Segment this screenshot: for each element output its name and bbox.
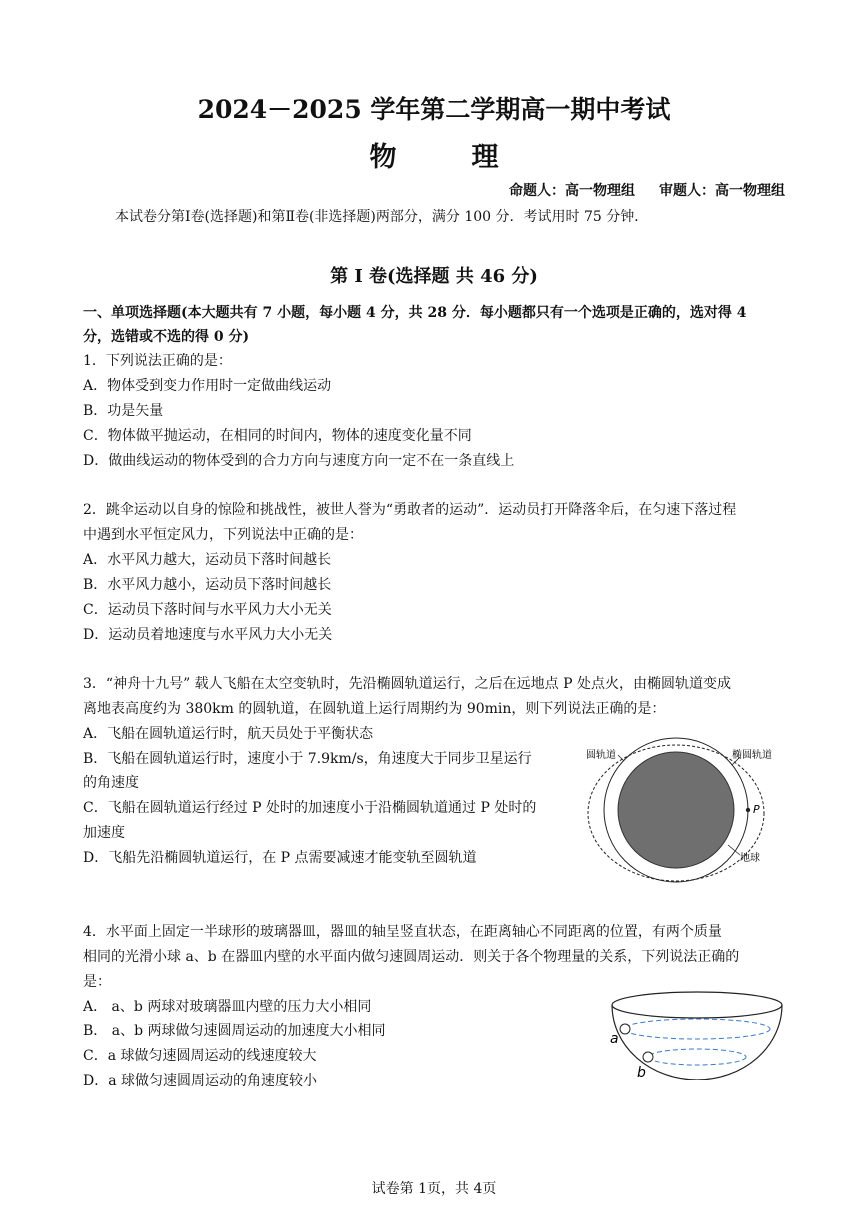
question-1-option-d: D．做曲线运动的物体受到的合力方向与速度方向一定不在一条直线上 <box>83 453 515 469</box>
point-p-label: P <box>753 803 760 816</box>
exam-title: 2024－2025 学年第二学期高一期中考试 <box>197 95 671 124</box>
question-4-option-b: B． a、b 两球做匀速圆周运动的加速度大小相同 <box>83 1023 386 1039</box>
subject-char-2: 理 <box>471 142 499 173</box>
question-3-option-c-cont: 加速度 <box>83 825 125 841</box>
point-p-marker <box>746 808 750 812</box>
orbit-b-ring <box>648 1049 746 1065</box>
question-3-option-d: D．飞船先沿椭圆轨道运行，在 P 点需要减速才能变轨至圆轨道 <box>83 850 477 866</box>
subject-char-1: 物 <box>369 142 397 173</box>
circle-orbit-label: 圆轨道 <box>586 750 616 761</box>
reviewer-label: 审题人：高一物理组 <box>659 183 785 199</box>
question-4-option-d: D．a 球做匀速圆周运动的角速度较小 <box>83 1073 318 1089</box>
question-4-option-c: C．a 球做匀速圆周运动的线速度较大 <box>83 1048 317 1064</box>
ball-a-label: a <box>610 1031 619 1047</box>
question-3-option-b: B．飞船在圆轨道运行时，速度小于 7.9km/s，角速度大于同步卫星运行 <box>83 751 532 767</box>
question-2-stem-line-1: 2．跳伞运动以自身的惊险和挑战性，被世人誉为“勇敢者的运动”．运动员打开降落伞后，在匀速下落过程 <box>83 502 737 518</box>
question-3-option-a: A．飞船在圆轨道运行时，航天员处于平衡状态 <box>83 726 374 742</box>
question-2-option-c: C．运动员下落时间与水平风力大小无关 <box>83 602 332 618</box>
question-3-stem-line-1: 3．“神舟十九号” 载人飞船在太空变轨时，先沿椭圆轨道运行，之后在远地点 P 处点火，由椭圆轨道变成 <box>83 676 731 692</box>
question-1-option-c: C．物体做平抛运动，在相同的时间内，物体的速度变化量不同 <box>83 428 472 444</box>
subject-title <box>0 135 868 174</box>
orbit-a-ring <box>624 1019 770 1039</box>
question-2-option-b: B．水平风力越小，运动员下落时间越长 <box>83 577 332 593</box>
question-4-stem-line-3: 是： <box>83 974 111 990</box>
section-heading-line-2: 分，选错或不选的得 0 分) <box>83 329 250 345</box>
bowl-rim <box>612 992 782 1018</box>
orbit-diagram <box>580 735 780 885</box>
question-4-stem-line-2: 相同的光滑小球 a、b 在器皿内壁的水平面内做匀速圆周运动．则关于各个物理量的关系，下列说法正确的 <box>83 949 740 965</box>
question-2-option-a: A．水平风力越大，运动员下落时间越长 <box>83 552 332 568</box>
question-3-option-b-cont: 的角速度 <box>83 775 139 791</box>
question-2-stem-line-2: 中遇到水平恒定风力，下列说法中正确的是： <box>83 527 363 543</box>
question-4-option-a: A． a、b 两球对玻璃器皿内壁的压力大小相同 <box>83 999 372 1015</box>
bowl-diagram <box>600 985 790 1080</box>
question-1-option-a: A．物体受到变力作用时一定做曲线运动 <box>83 378 332 394</box>
question-3-stem-line-2: 离地表高度约为 380km 的圆轨道，在圆轨道上运行周期约为 90min，则下列说法正确的是： <box>83 701 666 717</box>
question-1-option-b: B．功是矢量 <box>83 403 164 419</box>
section-heading-line-1: 一、单项选择题(本大题共有 7 小题，每小题 4 分，共 28 分．每小题都只有一个选项是正确的，选对得 4 <box>83 305 747 321</box>
earth-shape <box>618 752 734 868</box>
setter-label: 命题人：高一物理组 <box>509 183 635 199</box>
question-2-option-d: D．运动员着地速度与水平风力大小无关 <box>83 627 333 643</box>
earth-label: 地球 <box>740 853 760 864</box>
page-footer: 试卷第 1页，共 4页 <box>371 1181 497 1197</box>
ball-b-label: b <box>637 1065 646 1080</box>
exam-intro: 本试卷分第Ⅰ卷(选择题)和第Ⅱ卷(非选择题)两部分，满分 100 分．考试用时 75 分钟． <box>115 209 649 225</box>
question-4-stem-line-1: 4．水平面上固定一半球形的玻璃器皿，器皿的轴呈竖直状态，在距离轴心不同距离的位置，有两个质量 <box>83 924 722 940</box>
question-3-option-c: C．飞船在圆轨道运行经过 P 处时的加速度小于沿椭圆轨道通过 P 处时的 <box>83 800 537 816</box>
ball-a <box>620 1024 630 1034</box>
ellipse-orbit-label: 椭圆轨道 <box>732 750 772 761</box>
part-one-title: 第 Ⅰ 卷(选择题 共 46 分) <box>330 266 538 287</box>
ball-b <box>643 1052 653 1062</box>
question-1-stem: 1．下列说法正确的是： <box>83 353 232 369</box>
exam-authors <box>509 180 785 200</box>
